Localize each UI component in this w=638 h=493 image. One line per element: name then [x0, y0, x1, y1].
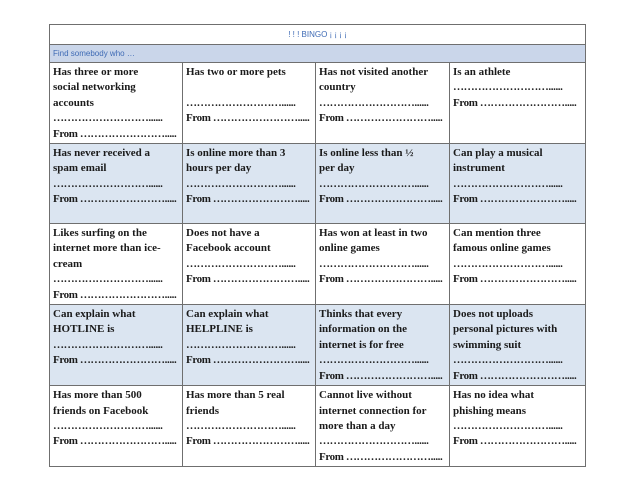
bingo-title: ! ! ! BINGO ¡ ¡ ¡ ¡ — [50, 25, 586, 45]
answer-dotted-line[interactable]: ………………………...... — [319, 177, 429, 190]
bingo-cell[interactable] — [50, 305, 183, 386]
answer-dotted-line[interactable]: ………………………...... — [453, 81, 563, 94]
from-field[interactable]: From ……………………..... — [186, 354, 310, 367]
cell-prompt-text: Can play a musical — [453, 147, 543, 160]
cell-prompt-text: Does not have a — [186, 227, 260, 240]
answer-dotted-line[interactable]: ………………………...... — [53, 177, 163, 190]
bingo-table — [49, 24, 586, 467]
answer-dotted-line[interactable]: ………………………...... — [453, 354, 563, 367]
from-field[interactable]: From ……………………..... — [319, 273, 443, 286]
bingo-row — [50, 305, 586, 386]
answer-dotted-line[interactable]: ………………………...... — [319, 354, 429, 367]
from-field[interactable]: From ……………………..... — [453, 435, 577, 448]
cell-prompt-text: Can explain what — [186, 308, 269, 321]
answer-dotted-line[interactable]: ………………………...... — [186, 177, 296, 190]
bingo-cell[interactable] — [450, 305, 586, 386]
cell-prompt-text: Can mention three — [453, 227, 541, 240]
from-field[interactable]: From ……………………..... — [319, 112, 443, 125]
cell-prompt-text: cream — [53, 257, 83, 270]
cell-prompt-text: friends — [186, 404, 219, 417]
from-field[interactable]: From ……………………..... — [53, 435, 177, 448]
answer-dotted-line[interactable]: ………………………...... — [453, 419, 563, 432]
from-field[interactable]: From ……………………..... — [319, 450, 443, 463]
from-field[interactable]: From ……………………..... — [319, 369, 443, 382]
from-field[interactable]: From ……………………..... — [53, 288, 177, 301]
answer-dotted-line[interactable]: ………………………...... — [453, 257, 563, 270]
cell-prompt-text: Has won at least in two — [319, 227, 428, 240]
bingo-sheet — [49, 24, 585, 467]
cell-prompt-text: Can explain what — [53, 308, 136, 321]
bingo-cell[interactable] — [450, 63, 586, 144]
bingo-cell[interactable] — [50, 144, 183, 224]
blank-line — [186, 80, 312, 95]
bingo-row — [50, 144, 586, 224]
cell-prompt-text: Has two or more pets — [186, 66, 286, 78]
answer-dotted-line[interactable]: ………………………...... — [53, 338, 163, 351]
from-field[interactable]: From ……………………..... — [453, 193, 577, 206]
from-field[interactable]: From ……………………..... — [53, 193, 177, 206]
cell-prompt-text: Has no idea what — [453, 389, 534, 402]
from-field[interactable]: From ……………………..... — [186, 273, 310, 286]
from-field[interactable]: From ……………………..... — [53, 354, 177, 367]
cell-prompt-text: Does not uploads — [453, 308, 534, 321]
cell-prompt-text: friends on Facebook — [53, 404, 149, 417]
cell-prompt-text: HELPLINE is — [186, 323, 253, 336]
bingo-cell[interactable] — [183, 144, 316, 224]
answer-dotted-line[interactable]: ………………………...... — [453, 177, 563, 190]
answer-dotted-line[interactable]: ………………………...... — [186, 96, 296, 109]
answer-dotted-line[interactable]: ………………………...... — [319, 435, 429, 448]
from-field[interactable]: From ……………………..... — [453, 273, 577, 286]
bingo-cell[interactable] — [183, 63, 316, 144]
cell-prompt-text: online games — [319, 242, 380, 255]
cell-prompt-text: information on the — [319, 323, 407, 336]
from-field[interactable]: From ……………………..... — [186, 435, 310, 448]
cell-prompt-text: HOTLINE is — [53, 323, 115, 336]
from-field[interactable]: From ……………………..... — [319, 193, 443, 206]
bingo-cell[interactable] — [50, 224, 183, 305]
cell-prompt-text: internet is for free — [319, 338, 404, 351]
bingo-cell[interactable] — [450, 224, 586, 305]
cell-prompt-text: accounts — [53, 96, 94, 109]
cell-prompt-text: Thinks that every — [319, 308, 403, 321]
bingo-cell[interactable] — [183, 386, 316, 467]
cell-prompt-text: phishing means — [453, 404, 527, 417]
cell-prompt-text: Is an athlete — [453, 66, 511, 78]
bingo-cell[interactable] — [50, 386, 183, 467]
answer-dotted-line[interactable]: ………………………...... — [186, 419, 296, 432]
cell-prompt-text: Facebook account — [186, 242, 271, 255]
bingo-row — [50, 224, 586, 305]
answer-dotted-line[interactable]: ………………………...... — [53, 419, 163, 432]
bingo-cell[interactable] — [316, 224, 450, 305]
cell-prompt-text: Likes surfing on the — [53, 227, 147, 240]
answer-dotted-line[interactable]: ………………………...... — [53, 273, 163, 286]
cell-prompt-text: Is online less than ½ — [319, 147, 414, 160]
cell-prompt-text: personal pictures with — [453, 323, 558, 336]
cell-prompt-text: Has never received a — [53, 147, 151, 160]
cell-prompt-text: Has more than 500 — [53, 389, 142, 402]
cell-prompt-text: swimming suit — [453, 338, 522, 351]
cell-prompt-text: Has three or more — [53, 66, 139, 78]
cell-prompt-text: more than a day — [319, 419, 396, 432]
cell-prompt-text: Is online more than 3 — [186, 147, 286, 160]
cell-prompt-text: internet connection for — [319, 404, 427, 417]
answer-dotted-line[interactable]: ………………………...... — [319, 96, 429, 109]
cell-prompt-text: instrument — [453, 162, 505, 175]
cell-prompt-text: per day — [319, 162, 355, 175]
bingo-cell[interactable] — [183, 224, 316, 305]
cell-prompt-text: hours per day — [186, 162, 252, 175]
bingo-cell[interactable] — [316, 63, 450, 144]
cell-prompt-text: famous online games — [453, 242, 551, 255]
answer-dotted-line[interactable]: ………………………...... — [319, 257, 429, 270]
from-field[interactable]: From ……………………..... — [453, 369, 577, 382]
bingo-cell[interactable] — [450, 144, 586, 224]
from-field[interactable]: From ……………………..... — [53, 127, 177, 140]
bingo-cell[interactable] — [316, 305, 450, 386]
bingo-cell[interactable] — [450, 386, 586, 467]
bingo-cell[interactable] — [183, 305, 316, 386]
bingo-row — [50, 386, 586, 467]
cell-prompt-text: country — [319, 81, 356, 94]
find-somebody-header: Find somebody who … — [50, 45, 586, 63]
cell-prompt-text: spam email — [53, 162, 107, 175]
cell-prompt-text: Has not visited another — [319, 66, 429, 78]
cell-prompt-text: Has more than 5 real — [186, 389, 285, 402]
from-field[interactable]: From ……………………..... — [453, 96, 577, 109]
bingo-row — [50, 63, 586, 144]
bingo-cell[interactable] — [316, 386, 450, 467]
from-field[interactable]: From ……………………..... — [186, 112, 310, 125]
answer-dotted-line[interactable]: ………………………...... — [186, 257, 296, 270]
bingo-cell[interactable] — [316, 144, 450, 224]
answer-dotted-line[interactable]: ………………………...... — [53, 112, 163, 125]
cell-prompt-text: Cannot live without — [319, 389, 412, 402]
answer-dotted-line[interactable]: ………………………...... — [186, 338, 296, 351]
cell-prompt-text: internet more than ice- — [53, 242, 161, 255]
cell-prompt-text: social networking — [53, 81, 136, 94]
bingo-cell[interactable] — [50, 63, 183, 144]
from-field[interactable]: From ……………………..... — [186, 193, 310, 206]
